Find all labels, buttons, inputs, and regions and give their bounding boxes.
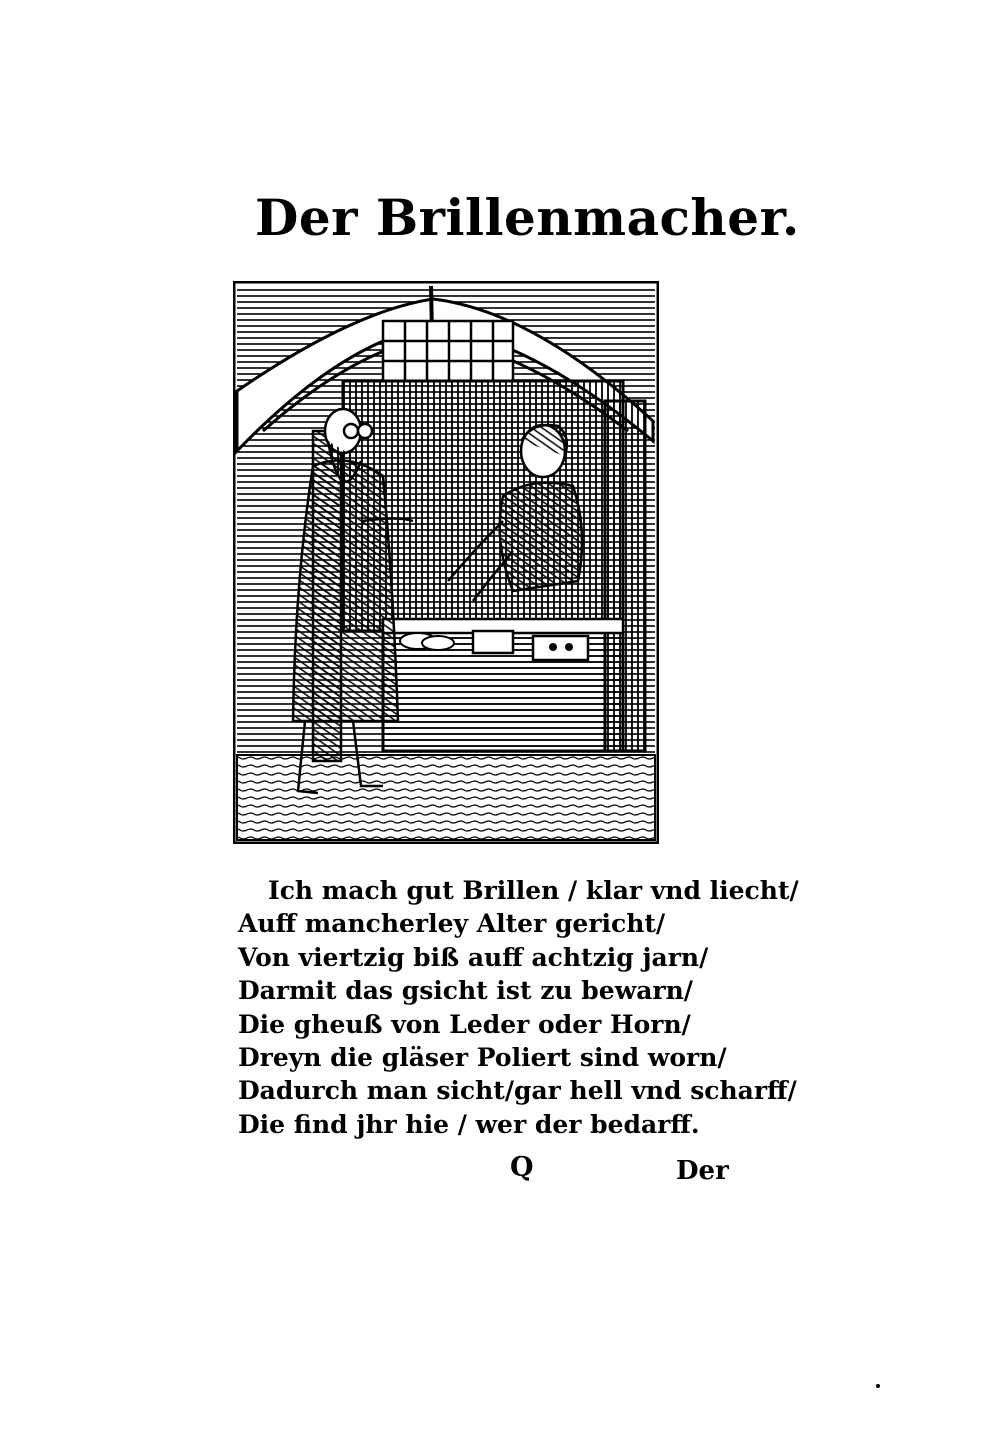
verse-line: Dreyn die gläser Poliert sind worn/: [238, 1043, 727, 1073]
signature-mark: Q: [510, 1152, 534, 1183]
verse-line: Ich mach gut Brillen / klar vnd liecht/: [268, 876, 799, 905]
verse-line: Dadurch man sicht/gar hell vnd scharff/: [238, 1076, 797, 1106]
catchword: Der: [676, 1156, 729, 1186]
verse-line: Die gheuß von Leder oder Horn/: [238, 1009, 691, 1039]
window-lattice: [383, 321, 513, 381]
verse-line: Darmit das gsicht ist zu bewarn/: [238, 976, 693, 1006]
workshop-counter: [383, 619, 623, 751]
verse-line: Die find jhr hie / wer der bedarff.: [238, 1109, 700, 1139]
verse-block: [238, 874, 799, 1141]
verse-line: Von viertzig biß auff achtzig jarn/: [238, 942, 709, 972]
verse-line: Auff mancherley Alter gericht/: [238, 909, 666, 939]
woodcut-illustration: [233, 281, 659, 844]
ink-speck: [876, 1384, 880, 1388]
page-title: Der Brillenmacher.: [255, 188, 800, 247]
